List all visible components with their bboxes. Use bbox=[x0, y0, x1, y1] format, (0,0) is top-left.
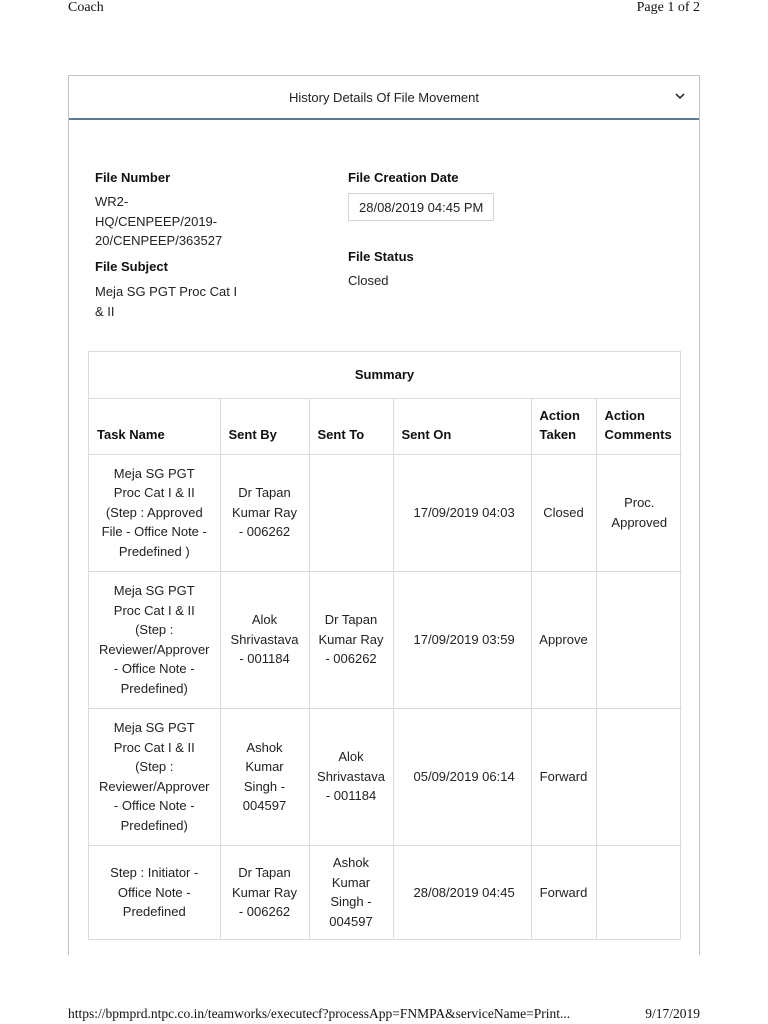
cell-sent-on: 17/09/2019 03:59 bbox=[393, 571, 531, 708]
file-status-value: Closed bbox=[348, 273, 389, 288]
print-footer-date: 9/17/2019 bbox=[645, 1006, 700, 1021]
file-subject-value: Meja SG PGT Proc Cat I & II bbox=[95, 284, 238, 319]
cell-action-taken: Forward bbox=[531, 845, 596, 939]
panel-title: History Details Of File Movement bbox=[289, 89, 479, 105]
cell-sent-to: Ashok Kumar Singh - 004597 bbox=[309, 845, 393, 939]
print-page-number: Page 1 of 2 bbox=[636, 0, 700, 15]
cell-action-taken: Closed bbox=[531, 454, 596, 571]
cell-task-name: Meja SG PGT Proc Cat I & II (Step : Reviewer/Approver - Office Note - Predefined) bbox=[89, 571, 220, 708]
cell-sent-by: Dr Tapan Kumar Ray - 006262 bbox=[220, 845, 309, 939]
print-header-title: Coach bbox=[68, 0, 104, 15]
cell-task-name: Meja SG PGT Proc Cat I & II (Step : Approved File - Office Note - Predefined ) bbox=[89, 454, 220, 571]
cell-sent-to: Alok Shrivastava - 001184 bbox=[309, 708, 393, 845]
file-number-value: WR2- HQ/CENPEEP/2019- 20/CENPEEP/363527 bbox=[95, 194, 223, 248]
summary-table-container bbox=[88, 351, 681, 940]
cell-sent-by: Dr Tapan Kumar Ray - 006262 bbox=[220, 454, 309, 571]
cell-sent-on: 17/09/2019 04:03 bbox=[393, 454, 531, 571]
cell-task-name: Meja SG PGT Proc Cat I & II (Step : Reviewer/Approver - Office Note - Predefined) bbox=[89, 708, 220, 845]
col-action-comments: Action Comments bbox=[596, 399, 682, 454]
col-action-taken: Action Taken bbox=[531, 399, 596, 454]
file-number-label: File Number bbox=[95, 170, 171, 185]
col-sent-to: Sent To bbox=[309, 399, 393, 454]
table-row bbox=[89, 454, 682, 571]
history-panel bbox=[68, 75, 700, 955]
cell-sent-to bbox=[309, 454, 393, 571]
print-footer-url: https://bpmprd.ntpc.co.in/teamworks/executecf?processApp=FNMPA&serviceName=Print... bbox=[68, 1006, 571, 1021]
table-row bbox=[89, 708, 682, 845]
cell-sent-to: Dr Tapan Kumar Ray - 006262 bbox=[309, 571, 393, 708]
chevron-down-icon[interactable] bbox=[673, 89, 687, 103]
table-row bbox=[89, 845, 682, 939]
summary-title: Summary bbox=[89, 352, 680, 399]
cell-task-name: Step : Initiator - Office Note - Predefined bbox=[89, 845, 220, 939]
file-status-label: File Status bbox=[348, 249, 414, 264]
col-task-name: Task Name bbox=[89, 399, 220, 454]
cell-sent-on: 05/09/2019 06:14 bbox=[393, 708, 531, 845]
panel-header[interactable] bbox=[69, 76, 699, 120]
col-sent-by: Sent By bbox=[220, 399, 309, 454]
file-creation-date-field: 28/08/2019 04:45 PM bbox=[348, 193, 494, 221]
table-row bbox=[89, 571, 682, 708]
cell-sent-by: Alok Shrivastava - 001184 bbox=[220, 571, 309, 708]
col-sent-on: Sent On bbox=[393, 399, 531, 454]
cell-sent-on: 28/08/2019 04:45 bbox=[393, 845, 531, 939]
summary-table bbox=[89, 399, 682, 939]
cell-sent-by: Ashok Kumar Singh - 004597 bbox=[220, 708, 309, 845]
cell-action-comments bbox=[596, 708, 682, 845]
cell-action-taken: Forward bbox=[531, 708, 596, 845]
file-subject-label: File Subject bbox=[95, 259, 168, 274]
file-creation-date-label: File Creation Date bbox=[348, 170, 459, 185]
cell-action-taken: Approve bbox=[531, 571, 596, 708]
cell-action-comments bbox=[596, 571, 682, 708]
cell-action-comments: Proc. Approved bbox=[596, 454, 682, 571]
summary-header-row bbox=[89, 399, 682, 454]
cell-action-comments bbox=[596, 845, 682, 939]
